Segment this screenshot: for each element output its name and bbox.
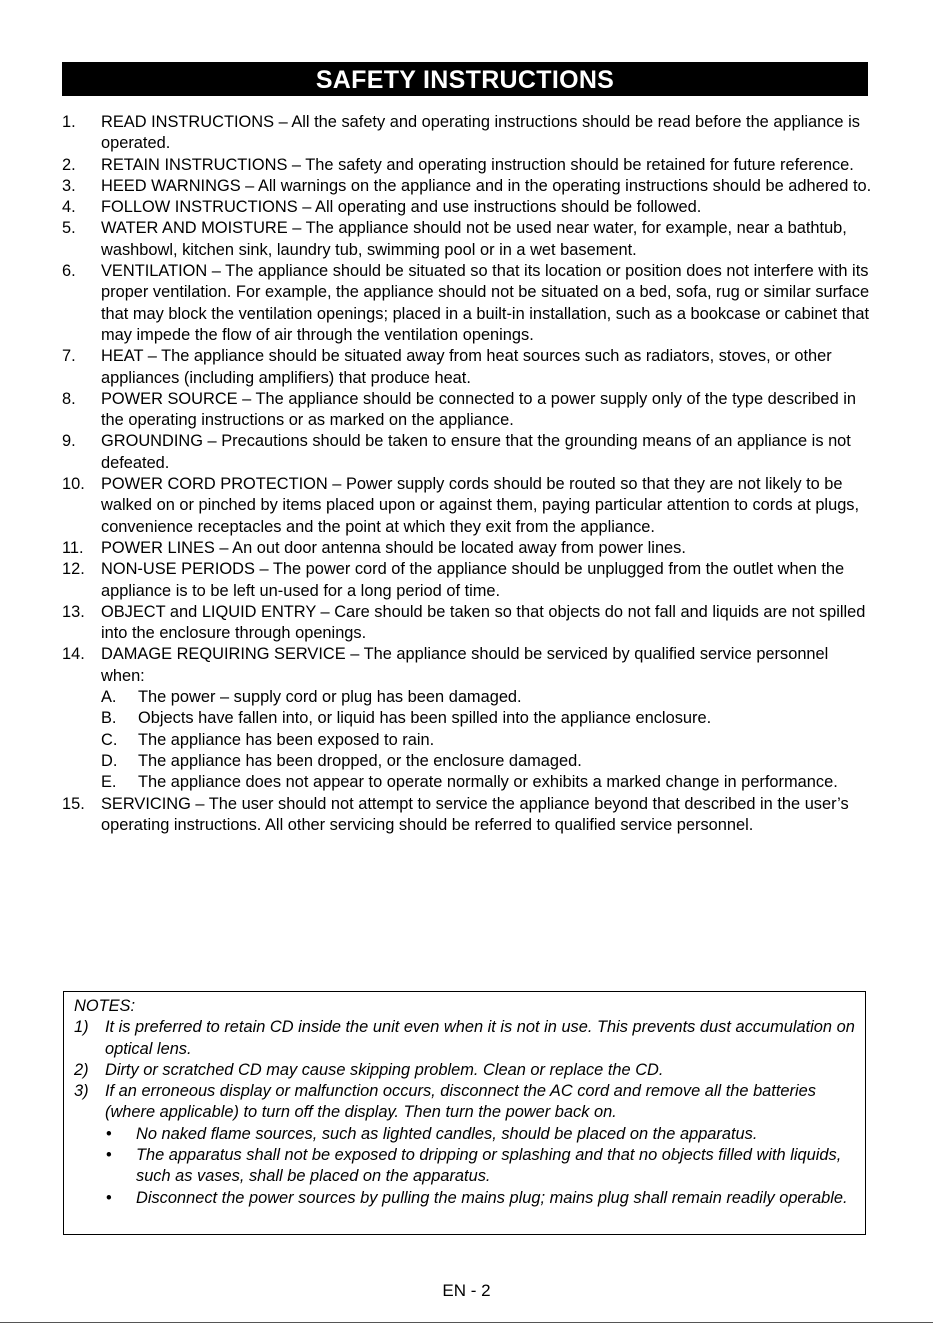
list-item bbox=[62, 218, 872, 261]
item-number: 12. bbox=[62, 560, 85, 579]
page-title: SAFETY INSTRUCTIONS bbox=[62, 62, 868, 96]
item-text: OBJECT and LIQUID ENTRY – Care should be taken so that objects do not fall and liquids are not spilled into the enclosure through openings. bbox=[101, 602, 866, 643]
note-item bbox=[74, 1017, 855, 1060]
item-number: 14. bbox=[62, 645, 85, 664]
list-item bbox=[62, 538, 872, 559]
item-text: NON-USE PERIODS – The power cord of the appliance should be unplugged from the outlet when the appliance is to be left un-used for a long period of time. bbox=[101, 560, 845, 600]
note-text: It is preferred to retain CD inside the unit even when it is not in use. This prevents dust accumulation on optical lens. bbox=[105, 1018, 855, 1058]
list-item bbox=[62, 644, 872, 793]
sub-list-item bbox=[101, 687, 872, 708]
sub-item-text: The appliance has been dropped, or the enclosure damaged. bbox=[138, 751, 582, 770]
notes-box bbox=[63, 991, 866, 1235]
bullet-text: Disconnect the power sources by pulling the mains plug; mains plug shall remain readily operable. bbox=[136, 1188, 848, 1207]
item-text: RETAIN INSTRUCTIONS – The safety and operating instruction should be retained for future reference. bbox=[101, 155, 854, 174]
bullet-icon: • bbox=[106, 1188, 112, 1207]
item-text: HEAT – The appliance should be situated away from heat sources such as radiators, stoves, or other appliances (including amplifiers) that produce heat. bbox=[101, 347, 832, 387]
item-number: 2. bbox=[62, 155, 76, 174]
list-item bbox=[62, 155, 872, 176]
page-number: EN - 2 bbox=[442, 1281, 491, 1300]
item-text: DAMAGE REQUIRING SERVICE – The appliance should be serviced by qualified service personnel when: bbox=[101, 645, 829, 685]
note-number: 2) bbox=[74, 1060, 89, 1079]
item-number: 10. bbox=[62, 475, 85, 494]
sub-item-letter: B. bbox=[101, 709, 117, 728]
item-text: POWER LINES – An out door antenna should be located away from power lines. bbox=[101, 538, 686, 557]
list-item bbox=[62, 112, 872, 155]
sub-item-letter: D. bbox=[101, 751, 118, 770]
list-item bbox=[62, 197, 872, 218]
list-item bbox=[62, 176, 872, 197]
list-item bbox=[62, 794, 872, 837]
item-text: POWER CORD PROTECTION – Power supply cords should be routed so that they are not likely to be walked on or pinched by items placed upon or against them, paying particular attention to cords at plugs, convenience receptacles and the point at which they exit from the appliance. bbox=[101, 475, 860, 536]
sub-item-letter: E. bbox=[101, 773, 117, 792]
item-text: GROUNDING – Precautions should be taken to ensure that the grounding means of an appliance is not defeated. bbox=[101, 432, 851, 472]
list-item bbox=[62, 559, 872, 602]
item-text: READ INSTRUCTIONS – All the safety and operating instructions should be read before the appliance is operated. bbox=[101, 113, 860, 153]
sub-item-text: The power – supply cord or plug has been damaged. bbox=[138, 688, 522, 707]
note-text: Dirty or scratched CD may cause skipping problem. Clean or replace the CD. bbox=[105, 1060, 664, 1079]
bullet-item bbox=[74, 1145, 855, 1188]
item-number: 13. bbox=[62, 602, 85, 621]
bullet-text: The apparatus shall not be exposed to dripping or splashing and that no objects filled with liquids, such as vases, shall be placed on the apparatus. bbox=[136, 1146, 842, 1186]
bullet-icon: • bbox=[106, 1146, 112, 1165]
list-item bbox=[62, 474, 872, 538]
bullet-text: No naked flame sources, such as lighted candles, should be placed on the apparatus. bbox=[136, 1124, 758, 1143]
item-text: FOLLOW INSTRUCTIONS – All operating and use instructions should be followed. bbox=[101, 198, 702, 217]
item-text: POWER SOURCE – The appliance should be connected to a power supply only of the type described in the operating instructions or as marked on the appliance. bbox=[101, 389, 857, 430]
sub-item-letter: C. bbox=[101, 730, 118, 749]
item-number: 6. bbox=[62, 262, 76, 281]
sub-item-text: Objects have fallen into, or liquid has been spilled into the appliance enclosure. bbox=[138, 709, 712, 728]
item-text: SERVICING – The user should not attempt to service the appliance beyond that described in the user’s operating instructions. All other servicing should be referred to qualified service personnel. bbox=[101, 794, 849, 834]
bottom-divider bbox=[0, 1322, 933, 1323]
bullet-item bbox=[74, 1188, 855, 1209]
item-number: 7. bbox=[62, 347, 76, 366]
item-number: 5. bbox=[62, 219, 76, 238]
item-number: 15. bbox=[62, 794, 85, 813]
item-number: 3. bbox=[62, 176, 76, 195]
sub-item-text: The appliance has been exposed to rain. bbox=[138, 730, 435, 749]
note-number: 3) bbox=[74, 1082, 89, 1101]
sub-list-item bbox=[101, 708, 872, 729]
safety-instructions-list bbox=[62, 112, 872, 836]
item-number: 4. bbox=[62, 198, 76, 217]
sub-item-letter: A. bbox=[101, 688, 117, 707]
list-item bbox=[62, 389, 872, 432]
item-text: VENTILATION – The appliance should be situated so that its location or position does not interfere with its proper ventilation. For example, the appliance should not be situated on a bed, sofa, rug or similar surface that may block the ventilation openings; placed in a built-in installation, such as a bookcase or cabinet that may impede the flow of air through the ventilation openings. bbox=[101, 262, 870, 344]
list-item bbox=[62, 261, 872, 346]
item-number: 1. bbox=[62, 113, 76, 131]
note-text: If an erroneous display or malfunction occurs, disconnect the AC cord and remove all the batteries (where applicable) to turn off the display. Then turn the power back on. bbox=[105, 1082, 816, 1122]
bullet-item bbox=[74, 1124, 855, 1145]
item-number: 8. bbox=[62, 389, 76, 408]
note-item bbox=[74, 1081, 855, 1124]
sub-list-item bbox=[101, 730, 872, 751]
item-text: HEED WARNINGS – All warnings on the appliance and in the operating instructions should be adhered to. bbox=[101, 176, 872, 195]
list-item bbox=[62, 602, 872, 645]
item-text: WATER AND MOISTURE – The appliance should not be used near water, for example, near a bathtub, washbowl, kitchen sink, laundry tub, swimming pool or in a wet basement. bbox=[101, 219, 847, 259]
sub-item-text: The appliance does not appear to operate normally or exhibits a marked change in performance. bbox=[138, 773, 838, 792]
note-number: 1) bbox=[74, 1018, 89, 1037]
item-number: 9. bbox=[62, 432, 76, 451]
note-item bbox=[74, 1060, 855, 1081]
notes-heading: NOTES: bbox=[74, 997, 136, 1015]
list-item bbox=[62, 431, 872, 474]
sub-list-item bbox=[101, 751, 872, 772]
bullet-icon: • bbox=[106, 1124, 112, 1143]
sub-list-item bbox=[101, 772, 872, 793]
item-number: 11. bbox=[62, 538, 84, 557]
list-item bbox=[62, 346, 872, 389]
